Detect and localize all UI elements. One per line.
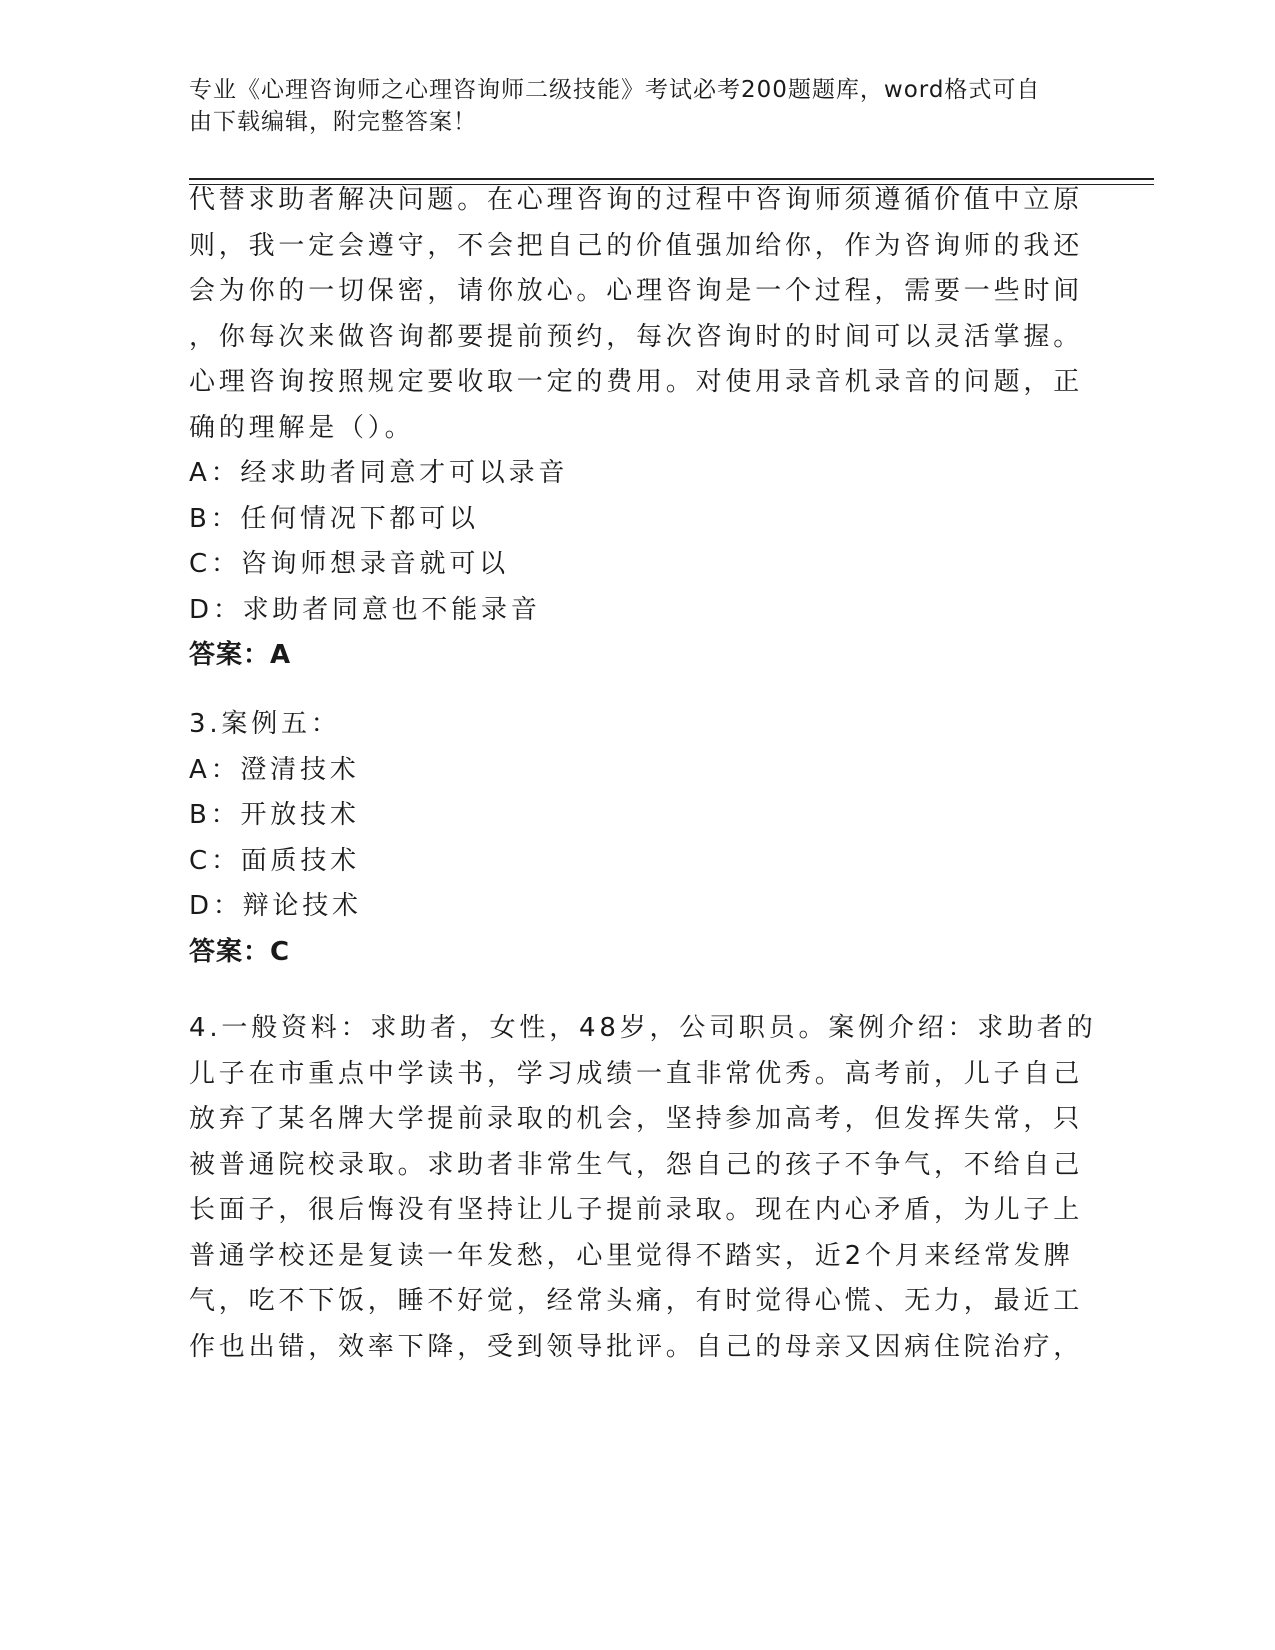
header-line-1: 专业《心理咨询师之心理咨询师二级技能》考试必考200题题库，word格式可自 xyxy=(189,77,1041,103)
question-stem-line: 代替求助者解决问题。在心理咨询的过程中咨询师须遵循价值中立原 xyxy=(189,185,1084,215)
question-stem-line: 心理咨询按照规定要收取一定的费用。对使用录音机录音的问题，正 xyxy=(189,367,1084,397)
question-stem-line: 被普通院校录取。求助者非常生气，怨自己的孩子不争气，不给自己 xyxy=(189,1149,1084,1180)
answer-label: 答案：A xyxy=(189,640,292,670)
option-a: A：澄清技术 xyxy=(189,754,360,785)
question-stem-line: 作也出错，效率下降，受到领导批评。自己的母亲又因病住院治疗， xyxy=(189,1331,1084,1362)
option-a: A：经求助者同意才可以录音 xyxy=(189,458,569,488)
question-stem-line: 放弃了某名牌大学提前录取的机会，坚持参加高考，但发挥失常，只 xyxy=(189,1104,1084,1134)
question-stem: 3.案例五： xyxy=(189,709,341,739)
header-line-2: 由下载编辑，附完整答案！ xyxy=(189,109,477,135)
question-stem-line: ，你每次来做咨询都要提前预约，每次咨询时的时间可以灵活掌握。 xyxy=(189,321,1084,352)
option-b: B：任何情况下都可以 xyxy=(189,503,479,534)
option-d: D：辩论技术 xyxy=(189,891,362,921)
question-stem-line: 气，吃不下饭，睡不好觉，经常头痛，有时觉得心慌、无力，最近工 xyxy=(189,1286,1084,1316)
question-4 xyxy=(189,1006,1097,1370)
question-3 xyxy=(189,702,1069,975)
question-stem-line: 则，我一定会遵守，不会把自己的价值强加给你，作为咨询师的我还 xyxy=(189,230,1084,261)
question-stem-line: 长面子，很后悔没有坚持让儿子提前录取。现在内心矛盾，为儿子上 xyxy=(189,1195,1084,1225)
question-stem-line: 普通学校还是复读一年发愁，心里觉得不踏实，近2个月来经常发脾 xyxy=(189,1240,1074,1271)
page-header xyxy=(189,74,1069,138)
option-d: D：求助者同意也不能录音 xyxy=(189,594,541,625)
question-stem-line: 确的理解是（）。 xyxy=(189,412,415,443)
question-stem-line: 4.一般资料：求助者，女性，48岁，公司职员。案例介绍：求助者的 xyxy=(189,1013,1097,1043)
question-stem-line: 会为你的一切保密，请你放心。心理咨询是一个过程，需要一些时间 xyxy=(189,276,1084,306)
option-c: C：面质技术 xyxy=(189,845,360,876)
answer-label: 答案：C xyxy=(189,936,291,967)
option-b: B：开放技术 xyxy=(189,800,360,830)
option-c: C：咨询师想录音就可以 xyxy=(189,549,509,579)
question-stem-line: 儿子在市重点中学读书，学习成绩一直非常优秀。高考前，儿子自己 xyxy=(189,1058,1084,1089)
question-2 xyxy=(189,178,1084,679)
